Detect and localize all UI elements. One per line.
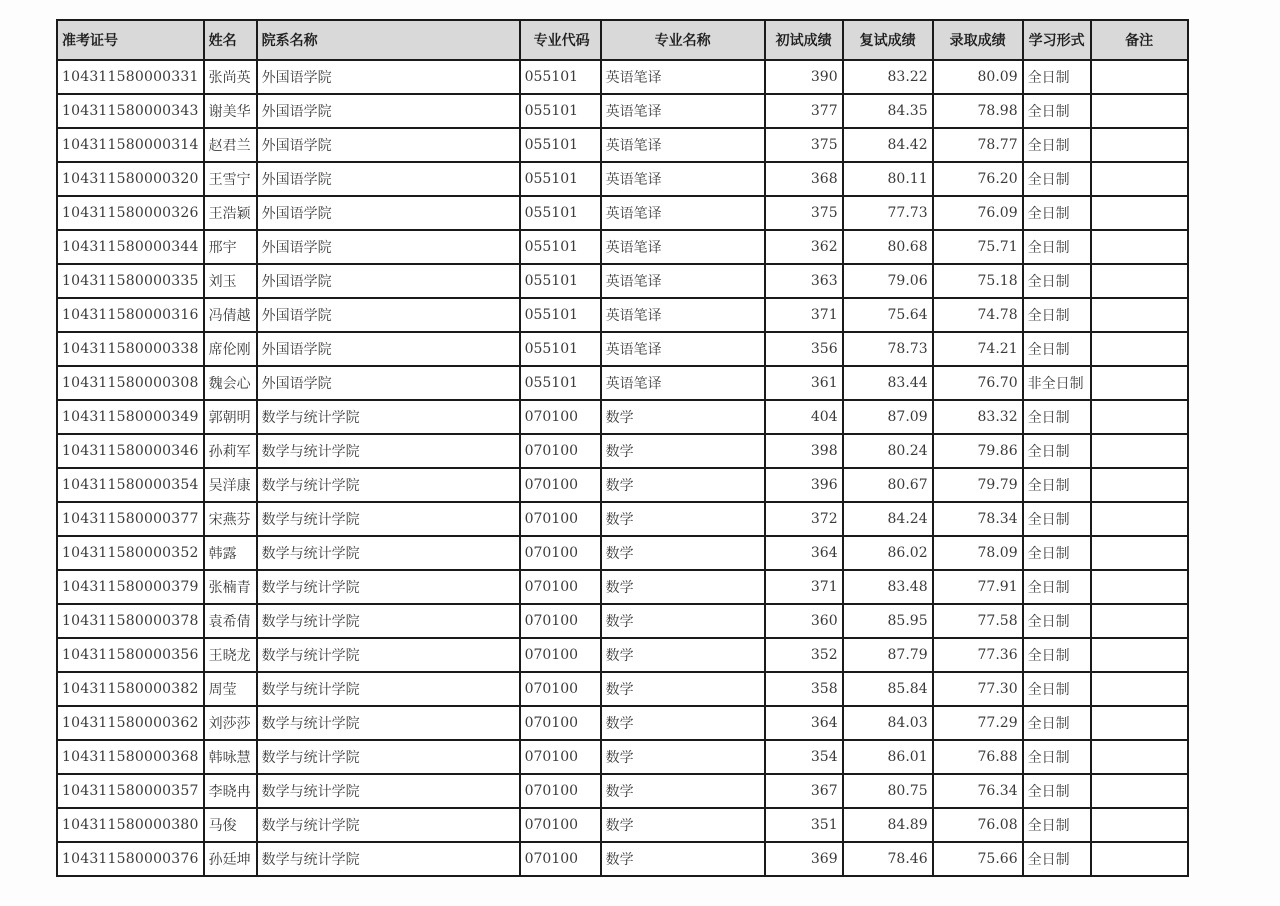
cell-study-mode: 全日制 bbox=[1023, 672, 1091, 706]
cell-major-code: 070100 bbox=[520, 672, 601, 706]
table-row bbox=[57, 808, 1188, 842]
cell-exam-id: 104311580000356 bbox=[57, 638, 204, 672]
cell-retest-score: 78.46 bbox=[843, 842, 933, 876]
cell-study-mode: 全日制 bbox=[1023, 230, 1091, 264]
table-row bbox=[57, 128, 1188, 162]
cell-department: 数学与统计学院 bbox=[257, 400, 520, 434]
cell-major-name: 英语笔译 bbox=[601, 94, 765, 128]
cell-department: 外国语学院 bbox=[257, 196, 520, 230]
cell-retest-score: 83.48 bbox=[843, 570, 933, 604]
cell-major-code: 070100 bbox=[520, 706, 601, 740]
cell-major-code: 070100 bbox=[520, 400, 601, 434]
cell-study-mode: 全日制 bbox=[1023, 298, 1091, 332]
cell-exam-id: 104311580000380 bbox=[57, 808, 204, 842]
cell-department: 外国语学院 bbox=[257, 230, 520, 264]
cell-initial-score: 372 bbox=[765, 502, 843, 536]
cell-name: 张楠青 bbox=[204, 570, 257, 604]
cell-exam-id: 104311580000362 bbox=[57, 706, 204, 740]
table-row bbox=[57, 468, 1188, 502]
cell-retest-score: 87.79 bbox=[843, 638, 933, 672]
cell-major-code: 055101 bbox=[520, 60, 601, 94]
cell-name: 周莹 bbox=[204, 672, 257, 706]
cell-retest-score: 86.02 bbox=[843, 536, 933, 570]
cell-study-mode: 全日制 bbox=[1023, 162, 1091, 196]
cell-initial-score: 361 bbox=[765, 366, 843, 400]
cell-admission-score: 79.86 bbox=[933, 434, 1023, 468]
cell-remarks bbox=[1091, 740, 1188, 774]
table-row bbox=[57, 264, 1188, 298]
cell-exam-id: 104311580000331 bbox=[57, 60, 204, 94]
table-row bbox=[57, 434, 1188, 468]
cell-initial-score: 362 bbox=[765, 230, 843, 264]
cell-major-code: 070100 bbox=[520, 434, 601, 468]
cell-department: 数学与统计学院 bbox=[257, 536, 520, 570]
cell-study-mode: 全日制 bbox=[1023, 740, 1091, 774]
cell-remarks bbox=[1091, 842, 1188, 876]
cell-department: 数学与统计学院 bbox=[257, 570, 520, 604]
cell-department: 数学与统计学院 bbox=[257, 604, 520, 638]
cell-exam-id: 104311580000320 bbox=[57, 162, 204, 196]
cell-department: 数学与统计学院 bbox=[257, 774, 520, 808]
cell-name: 郭朝明 bbox=[204, 400, 257, 434]
cell-major-code: 055101 bbox=[520, 94, 601, 128]
cell-major-name: 数学 bbox=[601, 706, 765, 740]
cell-name: 张尚英 bbox=[204, 60, 257, 94]
admission-list-table bbox=[56, 19, 1189, 877]
cell-initial-score: 377 bbox=[765, 94, 843, 128]
cell-major-name: 英语笔译 bbox=[601, 128, 765, 162]
cell-major-name: 数学 bbox=[601, 570, 765, 604]
cell-exam-id: 104311580000378 bbox=[57, 604, 204, 638]
cell-initial-score: 364 bbox=[765, 706, 843, 740]
cell-initial-score: 351 bbox=[765, 808, 843, 842]
cell-exam-id: 104311580000344 bbox=[57, 230, 204, 264]
cell-retest-score: 84.24 bbox=[843, 502, 933, 536]
cell-initial-score: 396 bbox=[765, 468, 843, 502]
cell-remarks bbox=[1091, 638, 1188, 672]
cell-name: 王浩颖 bbox=[204, 196, 257, 230]
header-major-code: 专业代码 bbox=[520, 20, 601, 60]
cell-department: 数学与统计学院 bbox=[257, 468, 520, 502]
cell-study-mode: 全日制 bbox=[1023, 808, 1091, 842]
table-row bbox=[57, 604, 1188, 638]
cell-admission-score: 76.88 bbox=[933, 740, 1023, 774]
cell-exam-id: 104311580000308 bbox=[57, 366, 204, 400]
cell-department: 数学与统计学院 bbox=[257, 808, 520, 842]
cell-major-code: 070100 bbox=[520, 740, 601, 774]
table-header bbox=[57, 20, 1188, 60]
cell-department: 数学与统计学院 bbox=[257, 842, 520, 876]
cell-study-mode: 全日制 bbox=[1023, 400, 1091, 434]
cell-admission-score: 77.29 bbox=[933, 706, 1023, 740]
cell-exam-id: 104311580000376 bbox=[57, 842, 204, 876]
cell-major-name: 英语笔译 bbox=[601, 298, 765, 332]
cell-major-name: 英语笔译 bbox=[601, 366, 765, 400]
cell-remarks bbox=[1091, 774, 1188, 808]
cell-exam-id: 104311580000316 bbox=[57, 298, 204, 332]
cell-initial-score: 371 bbox=[765, 298, 843, 332]
header-initial-score: 初试成绩 bbox=[765, 20, 843, 60]
cell-major-name: 英语笔译 bbox=[601, 264, 765, 298]
cell-major-code: 070100 bbox=[520, 638, 601, 672]
cell-department: 数学与统计学院 bbox=[257, 672, 520, 706]
table-row bbox=[57, 774, 1188, 808]
cell-name: 谢美华 bbox=[204, 94, 257, 128]
cell-name: 宋燕芬 bbox=[204, 502, 257, 536]
cell-initial-score: 363 bbox=[765, 264, 843, 298]
cell-major-name: 英语笔译 bbox=[601, 196, 765, 230]
cell-initial-score: 398 bbox=[765, 434, 843, 468]
cell-name: 吴洋康 bbox=[204, 468, 257, 502]
cell-retest-score: 83.44 bbox=[843, 366, 933, 400]
cell-name: 袁希倩 bbox=[204, 604, 257, 638]
cell-admission-score: 76.08 bbox=[933, 808, 1023, 842]
cell-retest-score: 80.11 bbox=[843, 162, 933, 196]
cell-admission-score: 77.91 bbox=[933, 570, 1023, 604]
cell-admission-score: 78.09 bbox=[933, 536, 1023, 570]
table-row bbox=[57, 60, 1188, 94]
cell-admission-score: 78.34 bbox=[933, 502, 1023, 536]
cell-name: 孙莉军 bbox=[204, 434, 257, 468]
cell-admission-score: 77.36 bbox=[933, 638, 1023, 672]
cell-retest-score: 83.22 bbox=[843, 60, 933, 94]
cell-retest-score: 75.64 bbox=[843, 298, 933, 332]
cell-name: 冯倩越 bbox=[204, 298, 257, 332]
cell-exam-id: 104311580000314 bbox=[57, 128, 204, 162]
cell-name: 李晓冉 bbox=[204, 774, 257, 808]
cell-admission-score: 75.66 bbox=[933, 842, 1023, 876]
cell-name: 刘玉 bbox=[204, 264, 257, 298]
cell-major-name: 数学 bbox=[601, 774, 765, 808]
cell-admission-score: 76.20 bbox=[933, 162, 1023, 196]
header-major-name: 专业名称 bbox=[601, 20, 765, 60]
cell-remarks bbox=[1091, 60, 1188, 94]
cell-major-name: 数学 bbox=[601, 842, 765, 876]
cell-major-name: 数学 bbox=[601, 400, 765, 434]
cell-study-mode: 全日制 bbox=[1023, 536, 1091, 570]
cell-initial-score: 360 bbox=[765, 604, 843, 638]
table-row bbox=[57, 536, 1188, 570]
cell-retest-score: 84.35 bbox=[843, 94, 933, 128]
cell-major-name: 数学 bbox=[601, 434, 765, 468]
cell-study-mode: 全日制 bbox=[1023, 774, 1091, 808]
cell-admission-score: 76.70 bbox=[933, 366, 1023, 400]
cell-remarks bbox=[1091, 706, 1188, 740]
cell-study-mode: 全日制 bbox=[1023, 638, 1091, 672]
cell-admission-score: 74.21 bbox=[933, 332, 1023, 366]
cell-remarks bbox=[1091, 400, 1188, 434]
cell-initial-score: 369 bbox=[765, 842, 843, 876]
cell-exam-id: 104311580000335 bbox=[57, 264, 204, 298]
cell-name: 邢宇 bbox=[204, 230, 257, 264]
cell-major-name: 数学 bbox=[601, 468, 765, 502]
cell-remarks bbox=[1091, 230, 1188, 264]
header-row bbox=[57, 20, 1188, 60]
cell-remarks bbox=[1091, 94, 1188, 128]
table-row bbox=[57, 230, 1188, 264]
cell-name: 魏会心 bbox=[204, 366, 257, 400]
cell-retest-score: 85.84 bbox=[843, 672, 933, 706]
cell-exam-id: 104311580000343 bbox=[57, 94, 204, 128]
cell-name: 赵君兰 bbox=[204, 128, 257, 162]
cell-admission-score: 78.98 bbox=[933, 94, 1023, 128]
table-body bbox=[57, 60, 1188, 876]
cell-department: 外国语学院 bbox=[257, 332, 520, 366]
cell-name: 韩咏慧 bbox=[204, 740, 257, 774]
cell-admission-score: 74.78 bbox=[933, 298, 1023, 332]
cell-remarks bbox=[1091, 672, 1188, 706]
cell-name: 席伦刚 bbox=[204, 332, 257, 366]
cell-name: 孙廷坤 bbox=[204, 842, 257, 876]
cell-retest-score: 80.68 bbox=[843, 230, 933, 264]
cell-exam-id: 104311580000382 bbox=[57, 672, 204, 706]
cell-retest-score: 84.03 bbox=[843, 706, 933, 740]
cell-initial-score: 404 bbox=[765, 400, 843, 434]
cell-major-code: 070100 bbox=[520, 842, 601, 876]
cell-major-code: 055101 bbox=[520, 162, 601, 196]
cell-initial-score: 367 bbox=[765, 774, 843, 808]
cell-study-mode: 全日制 bbox=[1023, 60, 1091, 94]
cell-exam-id: 104311580000352 bbox=[57, 536, 204, 570]
cell-initial-score: 375 bbox=[765, 196, 843, 230]
cell-major-code: 055101 bbox=[520, 298, 601, 332]
header-remarks: 备注 bbox=[1091, 20, 1188, 60]
cell-exam-id: 104311580000346 bbox=[57, 434, 204, 468]
cell-department: 数学与统计学院 bbox=[257, 434, 520, 468]
cell-exam-id: 104311580000338 bbox=[57, 332, 204, 366]
cell-major-name: 数学 bbox=[601, 638, 765, 672]
header-exam-id: 准考证号 bbox=[57, 20, 204, 60]
cell-remarks bbox=[1091, 604, 1188, 638]
cell-remarks bbox=[1091, 536, 1188, 570]
cell-initial-score: 368 bbox=[765, 162, 843, 196]
cell-study-mode: 全日制 bbox=[1023, 94, 1091, 128]
cell-remarks bbox=[1091, 162, 1188, 196]
cell-major-code: 055101 bbox=[520, 366, 601, 400]
cell-major-name: 数学 bbox=[601, 604, 765, 638]
cell-study-mode: 全日制 bbox=[1023, 264, 1091, 298]
table-row bbox=[57, 842, 1188, 876]
cell-remarks bbox=[1091, 808, 1188, 842]
table-row bbox=[57, 638, 1188, 672]
cell-retest-score: 84.42 bbox=[843, 128, 933, 162]
table-row bbox=[57, 672, 1188, 706]
cell-retest-score: 80.24 bbox=[843, 434, 933, 468]
cell-admission-score: 79.79 bbox=[933, 468, 1023, 502]
cell-retest-score: 80.67 bbox=[843, 468, 933, 502]
cell-department: 数学与统计学院 bbox=[257, 706, 520, 740]
cell-major-code: 070100 bbox=[520, 536, 601, 570]
header-retest-score: 复试成绩 bbox=[843, 20, 933, 60]
cell-major-code: 070100 bbox=[520, 570, 601, 604]
cell-department: 数学与统计学院 bbox=[257, 740, 520, 774]
cell-department: 数学与统计学院 bbox=[257, 502, 520, 536]
header-study-mode: 学习形式 bbox=[1023, 20, 1091, 60]
cell-major-code: 070100 bbox=[520, 808, 601, 842]
cell-initial-score: 354 bbox=[765, 740, 843, 774]
cell-study-mode: 全日制 bbox=[1023, 196, 1091, 230]
table-row bbox=[57, 332, 1188, 366]
cell-department: 外国语学院 bbox=[257, 264, 520, 298]
cell-admission-score: 77.30 bbox=[933, 672, 1023, 706]
cell-study-mode: 非全日制 bbox=[1023, 366, 1091, 400]
cell-exam-id: 104311580000357 bbox=[57, 774, 204, 808]
table-row bbox=[57, 502, 1188, 536]
table-row bbox=[57, 706, 1188, 740]
cell-major-name: 英语笔译 bbox=[601, 162, 765, 196]
cell-admission-score: 83.32 bbox=[933, 400, 1023, 434]
cell-remarks bbox=[1091, 264, 1188, 298]
cell-retest-score: 77.73 bbox=[843, 196, 933, 230]
cell-major-code: 055101 bbox=[520, 128, 601, 162]
cell-major-name: 数学 bbox=[601, 740, 765, 774]
cell-initial-score: 371 bbox=[765, 570, 843, 604]
cell-admission-score: 77.58 bbox=[933, 604, 1023, 638]
cell-admission-score: 75.18 bbox=[933, 264, 1023, 298]
cell-major-code: 055101 bbox=[520, 196, 601, 230]
cell-study-mode: 全日制 bbox=[1023, 604, 1091, 638]
table-row bbox=[57, 740, 1188, 774]
cell-major-code: 070100 bbox=[520, 468, 601, 502]
cell-remarks bbox=[1091, 434, 1188, 468]
cell-remarks bbox=[1091, 128, 1188, 162]
cell-remarks bbox=[1091, 196, 1188, 230]
cell-initial-score: 364 bbox=[765, 536, 843, 570]
cell-major-name: 数学 bbox=[601, 502, 765, 536]
cell-exam-id: 104311580000349 bbox=[57, 400, 204, 434]
cell-remarks bbox=[1091, 502, 1188, 536]
cell-remarks bbox=[1091, 332, 1188, 366]
cell-study-mode: 全日制 bbox=[1023, 842, 1091, 876]
cell-remarks bbox=[1091, 570, 1188, 604]
cell-retest-score: 78.73 bbox=[843, 332, 933, 366]
cell-study-mode: 全日制 bbox=[1023, 468, 1091, 502]
cell-retest-score: 79.06 bbox=[843, 264, 933, 298]
cell-retest-score: 86.01 bbox=[843, 740, 933, 774]
cell-study-mode: 全日制 bbox=[1023, 502, 1091, 536]
cell-exam-id: 104311580000377 bbox=[57, 502, 204, 536]
cell-initial-score: 358 bbox=[765, 672, 843, 706]
cell-department: 外国语学院 bbox=[257, 94, 520, 128]
cell-major-name: 数学 bbox=[601, 808, 765, 842]
cell-name: 马俊 bbox=[204, 808, 257, 842]
cell-exam-id: 104311580000368 bbox=[57, 740, 204, 774]
cell-exam-id: 104311580000326 bbox=[57, 196, 204, 230]
cell-admission-score: 78.77 bbox=[933, 128, 1023, 162]
cell-major-code: 070100 bbox=[520, 604, 601, 638]
table-row bbox=[57, 400, 1188, 434]
cell-name: 王雪宁 bbox=[204, 162, 257, 196]
cell-exam-id: 104311580000354 bbox=[57, 468, 204, 502]
table-row bbox=[57, 366, 1188, 400]
cell-study-mode: 全日制 bbox=[1023, 434, 1091, 468]
cell-department: 数学与统计学院 bbox=[257, 638, 520, 672]
cell-study-mode: 全日制 bbox=[1023, 706, 1091, 740]
cell-major-name: 英语笔译 bbox=[601, 332, 765, 366]
cell-remarks bbox=[1091, 468, 1188, 502]
cell-name: 韩露 bbox=[204, 536, 257, 570]
cell-major-code: 070100 bbox=[520, 502, 601, 536]
cell-study-mode: 全日制 bbox=[1023, 128, 1091, 162]
table-row bbox=[57, 94, 1188, 128]
cell-department: 外国语学院 bbox=[257, 60, 520, 94]
header-department: 院系名称 bbox=[257, 20, 520, 60]
cell-major-code: 070100 bbox=[520, 774, 601, 808]
cell-admission-score: 80.09 bbox=[933, 60, 1023, 94]
cell-admission-score: 76.34 bbox=[933, 774, 1023, 808]
cell-major-code: 055101 bbox=[520, 264, 601, 298]
cell-major-name: 数学 bbox=[601, 672, 765, 706]
header-admission-score: 录取成绩 bbox=[933, 20, 1023, 60]
table-row bbox=[57, 298, 1188, 332]
cell-study-mode: 全日制 bbox=[1023, 570, 1091, 604]
table-row bbox=[57, 196, 1188, 230]
cell-name: 刘莎莎 bbox=[204, 706, 257, 740]
cell-study-mode: 全日制 bbox=[1023, 332, 1091, 366]
cell-department: 外国语学院 bbox=[257, 162, 520, 196]
table-row bbox=[57, 570, 1188, 604]
table-row bbox=[57, 162, 1188, 196]
cell-initial-score: 390 bbox=[765, 60, 843, 94]
cell-retest-score: 87.09 bbox=[843, 400, 933, 434]
cell-retest-score: 80.75 bbox=[843, 774, 933, 808]
cell-initial-score: 375 bbox=[765, 128, 843, 162]
cell-major-code: 055101 bbox=[520, 230, 601, 264]
cell-department: 外国语学院 bbox=[257, 298, 520, 332]
cell-retest-score: 84.89 bbox=[843, 808, 933, 842]
cell-admission-score: 76.09 bbox=[933, 196, 1023, 230]
cell-major-name: 数学 bbox=[601, 536, 765, 570]
cell-initial-score: 352 bbox=[765, 638, 843, 672]
cell-major-code: 055101 bbox=[520, 332, 601, 366]
cell-exam-id: 104311580000379 bbox=[57, 570, 204, 604]
cell-admission-score: 75.71 bbox=[933, 230, 1023, 264]
cell-name: 王晓龙 bbox=[204, 638, 257, 672]
cell-remarks bbox=[1091, 298, 1188, 332]
cell-major-name: 英语笔译 bbox=[601, 60, 765, 94]
cell-retest-score: 85.95 bbox=[843, 604, 933, 638]
cell-department: 外国语学院 bbox=[257, 128, 520, 162]
cell-initial-score: 356 bbox=[765, 332, 843, 366]
cell-major-name: 英语笔译 bbox=[601, 230, 765, 264]
cell-remarks bbox=[1091, 366, 1188, 400]
header-name: 姓名 bbox=[204, 20, 257, 60]
cell-department: 外国语学院 bbox=[257, 366, 520, 400]
